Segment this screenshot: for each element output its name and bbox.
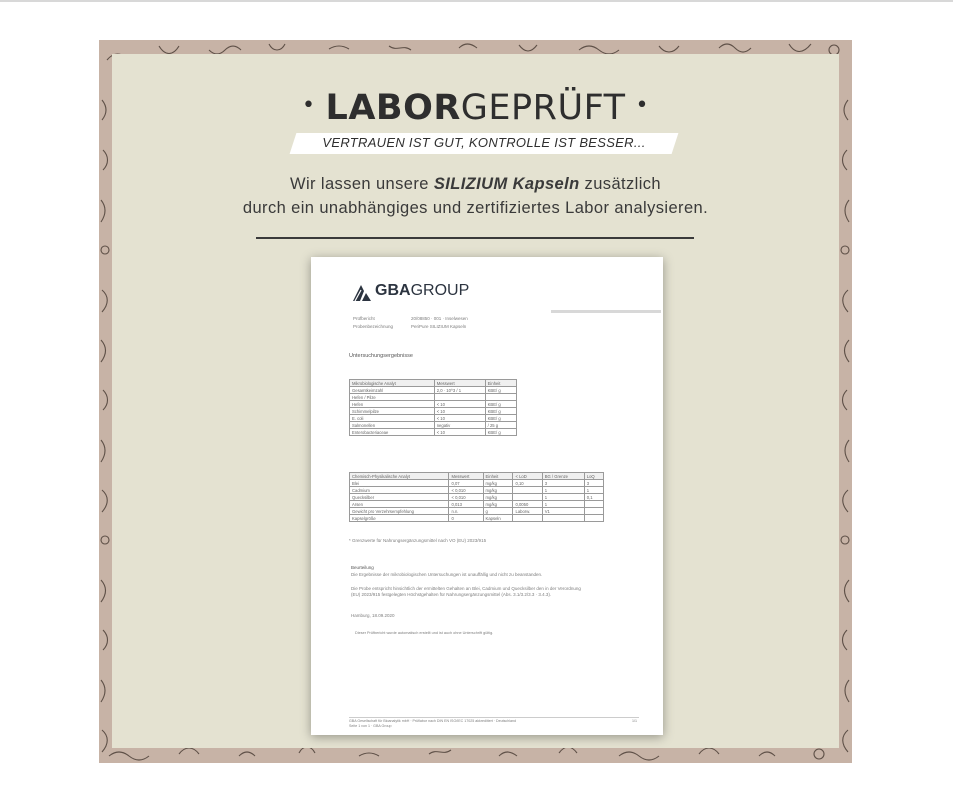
table-cell	[584, 501, 603, 508]
table-header: Einheit	[485, 380, 516, 387]
table-cell	[542, 515, 584, 522]
table-cell	[513, 494, 542, 501]
table-cell: < 10	[434, 415, 485, 422]
table-cell: Quecksilber	[350, 494, 449, 501]
table-cell: V1	[542, 508, 584, 515]
footer-line-1: GBA Gesellschaft für Bioanalytik mbH · Prüflabor nach DIN EN ISO/IEC 17025 akkreditiert · Deutschland	[349, 719, 516, 723]
table-cell: 3	[542, 480, 584, 487]
tagline-text: VERTRAUEN IST GUT, KONTROLLE IST BESSER...	[322, 135, 646, 150]
table-cell: Enterobacteriaceae	[350, 429, 435, 436]
table-cell: n.n.	[449, 508, 483, 515]
top-divider	[0, 0, 953, 2]
title-bullet-right: •	[635, 92, 649, 118]
page-title	[112, 88, 839, 128]
table-cell: 0	[449, 515, 483, 522]
table-header: Mikrobiologische Analyt	[350, 380, 435, 387]
table-header: Einheit	[483, 473, 513, 480]
table-header: BG / Grenze	[542, 473, 584, 480]
table-cell: 0,013	[449, 501, 483, 508]
table-cell: 0,0050	[513, 501, 542, 508]
table-row	[350, 387, 517, 394]
logo-text	[375, 282, 469, 300]
table-cell: g	[483, 508, 513, 515]
table-cell: Kapseln	[483, 515, 513, 522]
table-header: Messwert	[434, 380, 485, 387]
logo-bold: GBA	[375, 282, 411, 299]
micro-table	[349, 379, 517, 436]
table-cell: KBE/ g	[485, 387, 516, 394]
table-cell: Laborw.	[513, 508, 542, 515]
table-header: LoQ	[584, 473, 603, 480]
table-row	[350, 394, 517, 401]
table-cell	[434, 394, 485, 401]
report-date: Hamburg, 18.09.2020	[351, 613, 395, 618]
table-cell: KBE/ g	[485, 401, 516, 408]
table-cell: mg/kg	[483, 494, 513, 501]
desc-line1-post: zusätzlich	[579, 175, 662, 193]
desc-line2: durch ein unabhängiges und zertifiziertes Labor analysieren.	[242, 199, 709, 217]
table-row	[350, 401, 517, 408]
section-divider	[256, 237, 694, 239]
meta-value-1: 20/08850 · 001 · Inselwesen	[411, 316, 468, 321]
table-cell	[584, 515, 603, 522]
table-cell: Hefen	[350, 401, 435, 408]
table-cell: 3	[584, 480, 603, 487]
chem-table	[349, 472, 604, 522]
table-row	[350, 429, 517, 436]
table-cell: KBE/ g	[485, 408, 516, 415]
assessment-text-2b: (EU) 2023/915 festgelegten Höchstgehalten für Nahrungsergänzungsmittel (Abs. 3.1/3.2/3.3 · 3.4.3).	[351, 592, 552, 597]
table-cell	[485, 394, 516, 401]
table-cell: KBE/ g	[485, 429, 516, 436]
table-cell: / 25 g	[485, 422, 516, 429]
table-cell: Kapselgröße	[350, 515, 449, 522]
table-cell: 2,0 · 10^3 / 1	[434, 387, 485, 394]
desc-line1-pre: Wir lassen unsere	[289, 175, 434, 193]
table-header: Messwert	[449, 473, 483, 480]
table-cell	[513, 515, 542, 522]
gba-logo-icon	[351, 281, 373, 303]
assessment-heading: Beurteilung	[351, 565, 374, 570]
table-cell: E. coli	[350, 415, 435, 422]
table-cell: < 0,010	[449, 494, 483, 501]
decorative-frame	[99, 40, 852, 763]
footnote: * Grenzwerte für Nahrungsergänzungsmittel nach VO (EU) 2023/915	[349, 538, 487, 543]
table-cell: 0,10	[513, 480, 542, 487]
table-row	[350, 422, 517, 429]
table-cell: < 10	[434, 429, 485, 436]
table-cell: Gewicht pro Verzehrsempfehlung	[350, 508, 449, 515]
table-row	[350, 408, 517, 415]
table-cell: Hefen / Pilze	[350, 394, 435, 401]
table-cell: mg/kg	[483, 501, 513, 508]
table-cell: 0,07	[449, 480, 483, 487]
title-light: GEPRÜFT	[460, 88, 626, 128]
title-bold: LABOR	[325, 88, 461, 128]
table-cell: Cadmium	[350, 487, 449, 494]
table-header: Chemisch-Physikalische Analyt	[350, 473, 449, 480]
table-cell: negativ	[434, 422, 485, 429]
lab-report-document	[311, 257, 663, 735]
table-header: < LoD	[513, 473, 542, 480]
table-row	[350, 508, 604, 515]
footer-rule	[349, 717, 639, 718]
table-cell: 1	[542, 494, 584, 501]
table-cell: Arsen	[350, 501, 449, 508]
meta-label-1: Prüfbericht	[353, 316, 375, 321]
table-cell: Schimmelpilze	[350, 408, 435, 415]
table-cell: 1	[542, 501, 584, 508]
table-row	[350, 480, 604, 487]
meta-label-2: Probenbezeichnung	[353, 324, 394, 329]
table-cell: < 10	[434, 408, 485, 415]
title-bullet-left: •	[302, 92, 316, 118]
table-cell: < 0,010	[449, 487, 483, 494]
table-cell: mg/kg	[483, 480, 513, 487]
description	[112, 172, 839, 220]
table-cell: 1	[542, 487, 584, 494]
content-panel	[112, 54, 839, 748]
table-cell: KBE/ g	[485, 415, 516, 422]
desc-line1-emphasis: SILIZIUM Kapseln	[433, 175, 580, 193]
table-cell: < 10	[434, 401, 485, 408]
table-cell: 1	[584, 487, 603, 494]
table-row	[350, 515, 604, 522]
table-row	[350, 501, 604, 508]
table-cell: Blei	[350, 480, 449, 487]
signature-note: Dieser Prüfbericht wurde automatisch erstellt und ist auch ohne Unterschrift gültig.	[355, 631, 494, 635]
logo-light: GROUP	[410, 282, 470, 299]
table-row	[350, 415, 517, 422]
table-row	[350, 487, 604, 494]
table-cell: Gesamtkeimzahl	[350, 387, 435, 394]
table-row	[350, 494, 604, 501]
assessment-text-1: Die Ergebnisse der mikrobiologischen Untersuchungen ist unauffällig und nicht zu beanstanden.	[351, 572, 543, 577]
table-cell: Salmonellen	[350, 422, 435, 429]
table-cell: 0,1	[584, 494, 603, 501]
meta-value-2: PeriPure SILIZIUM Kapseln	[411, 324, 467, 329]
table-cell	[513, 487, 542, 494]
assessment-text-2a: Die Probe entspricht hinsichtlich der ermittelten Gehalten an Blei, Cadmium und Quecksilber den in der Verordnung	[351, 586, 581, 591]
table-cell	[584, 508, 603, 515]
footer-page: 1/1	[632, 719, 637, 723]
table-cell: mg/kg	[483, 487, 513, 494]
results-heading: Untersuchungsergebnisse	[349, 353, 413, 359]
logo-rule	[551, 310, 661, 313]
footer-line-2: Seite 1 von 1 · GBA Group	[349, 724, 392, 728]
